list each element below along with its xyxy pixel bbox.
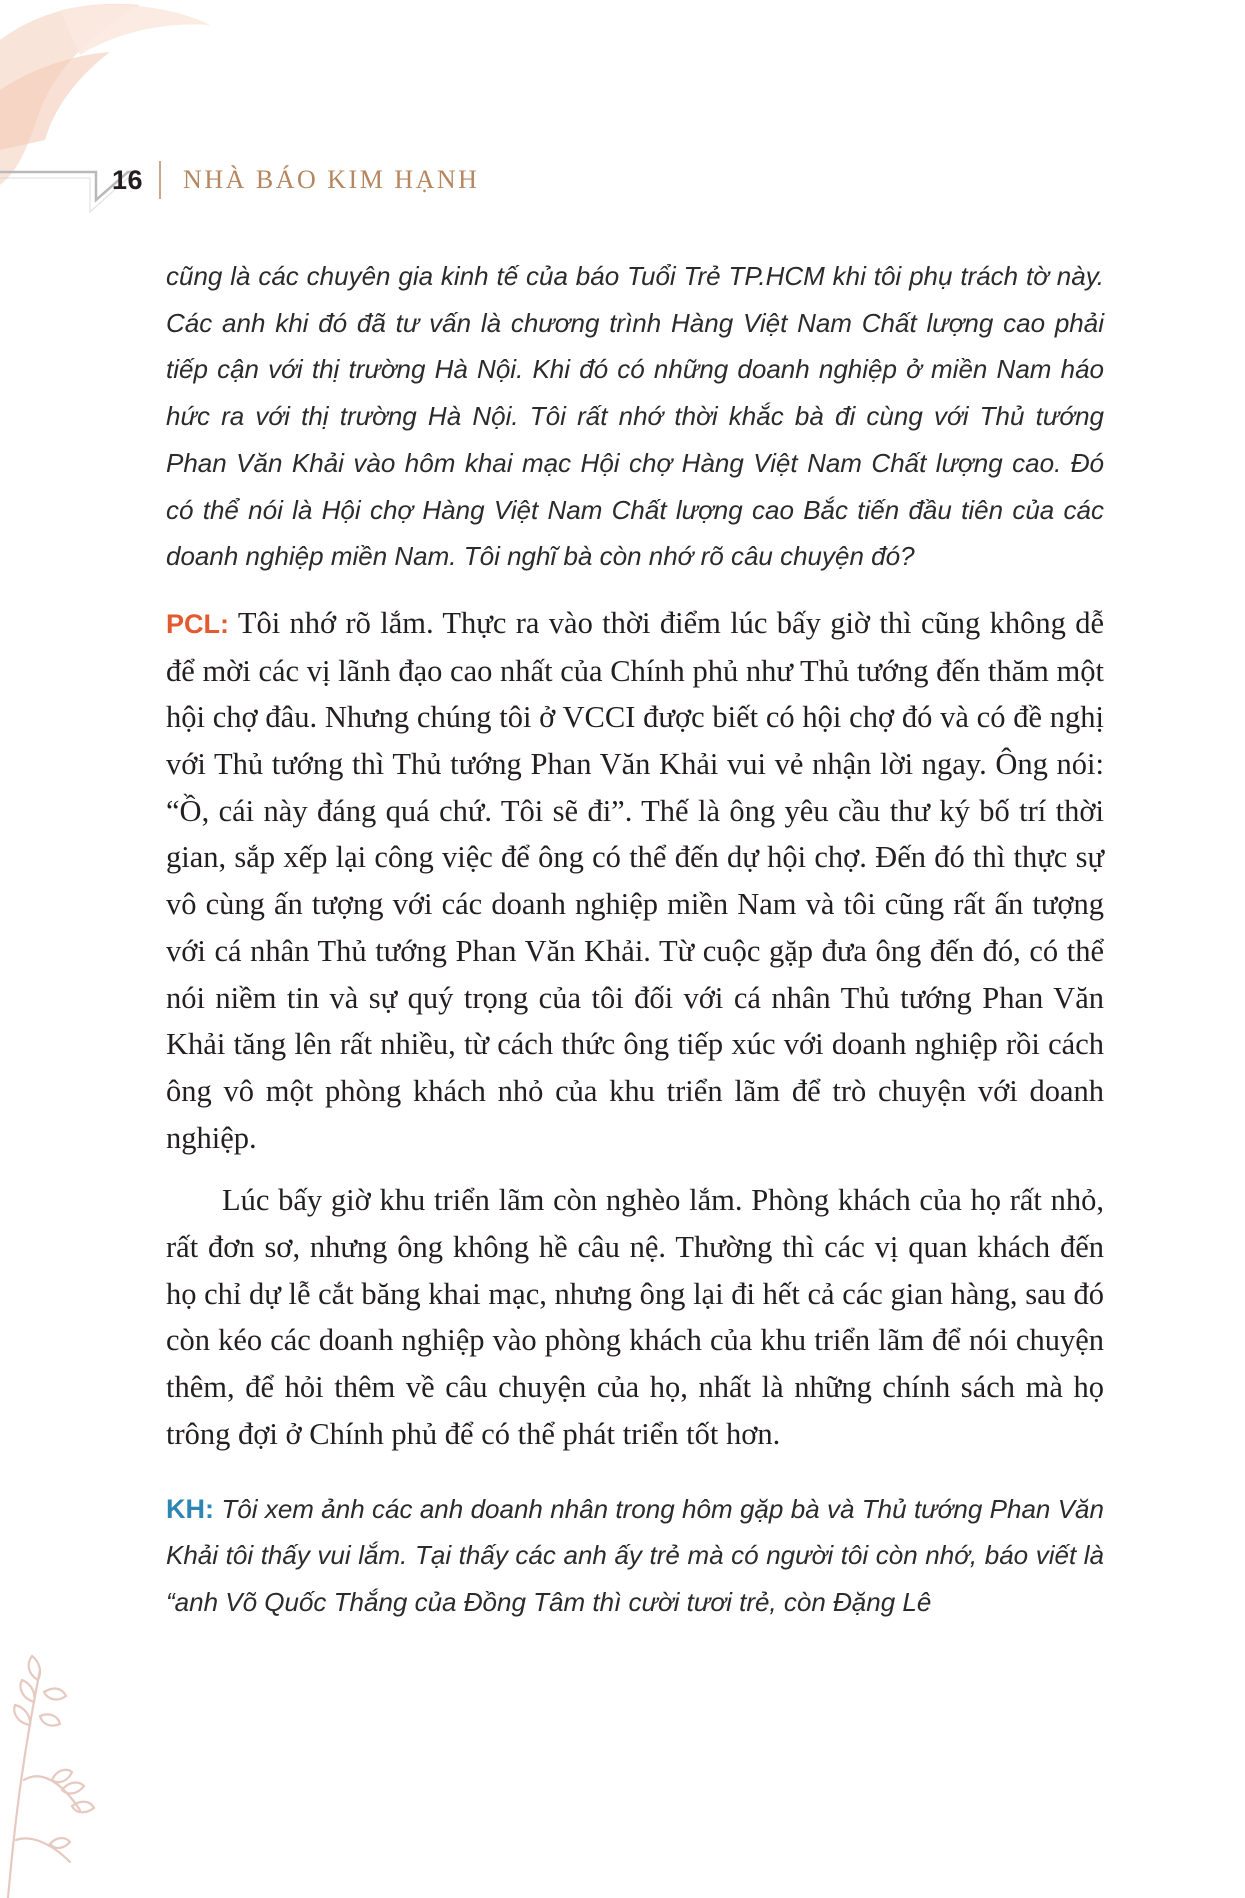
paragraph-kh-question <box>166 253 1104 580</box>
header-divider <box>159 161 161 199</box>
corner-swirl-decoration <box>0 0 360 260</box>
paragraph-text: Lúc bấy giờ khu triển lãm còn nghèo lắm. Phòng khách của họ rất nhỏ, rất đơn sơ, nhưng ông không hề câu nệ. Thường thì các vị quan khách đến họ chỉ dự lễ cắt băng khai mạc, nhưng ông lại đi hết cả các gian hàng, sau đó còn kéo các doanh nghiệp vào phòng khách của khu triển lãm để nói chuyện thêm, để hỏi thêm về câu chuyện của họ, nhất là những chính sách mà họ trông đợi ở Chính phủ để có thể phát triển tốt hơn. <box>166 1183 1104 1451</box>
paragraph-text: Tôi xem ảnh các anh doanh nhân trong hôm gặp bà và Thủ tướng Phan Văn Khải tôi thấy vui lắm. Tại thấy các anh ấy trẻ mà có người tôi còn nhớ, báo viết là “anh Võ Quốc Thắng của Đồng Tâm thì cười tươi trẻ, còn Đặng Lê <box>166 1493 1104 1617</box>
running-head <box>112 162 479 198</box>
wheat-sprig-decoration <box>0 1630 110 1898</box>
paragraph-text: cũng là các chuyên gia kinh tế của báo Tuổi Trẻ TP.HCM khi tôi phụ trách tờ này. Các anh khi đó đã tư vấn là chương trình Hàng Việt Nam Chất lượng cao phải tiếp cận với thị trường Hà Nội. Khi đó có những doanh nghiệp ở miền Nam háo hức ra với thị trường Hà Nội. Tôi rất nhớ thời khắc bà đi cùng với Thủ tướng Phan Văn Khải vào hôm khai mạc Hội chợ Hàng Việt Nam Chất lượng cao. Đó có thể nói là Hội chợ Hàng Việt Nam Chất lượng cao Bắc tiến đầu tiên của các doanh nghiệp miền Nam. Tôi nghĩ bà còn nhớ rõ câu chuyện đó? <box>166 261 1104 572</box>
paragraph-text: Tôi nhớ rõ lắm. Thực ra vào thời điểm lúc bấy giờ thì cũng không dễ để mời các vị lãnh đạo cao nhất của Chính phủ như Thủ tướng đến thăm một hội chợ đâu. Nhưng chúng tôi ở VCCI được biết có hội chợ đó và có đề nghị với Thủ tướng thì Thủ tướng Phan Văn Khải vui vẻ nhận lời ngay. Ông nói: “Ồ, cái này đáng quá chứ. Tôi sẽ đi”. Thế là ông yêu cầu thư ký bố trí thời gian, sắp xếp lại công việc để ông có thể đến dự hội chợ. Đến đó thì thực sự vô cùng ấn tượng với các doanh nghiệp miền Nam và tôi cũng rất ấn tượng với cá nhân Thủ tướng Phan Văn Khải. Từ cuộc gặp đưa ông đến đó, có thể nói niềm tin và sự quý trọng của tôi đối với cá nhân Thủ tướng Phan Văn Khải tăng lên rất nhiều, từ cách thức ông tiếp xúc với doanh nghiệp rồi cách ông vô một phòng khách nhỏ của khu triển lãm để trò chuyện với doanh nghiệp. <box>166 605 1104 1155</box>
page-number: 16 <box>112 164 144 195</box>
speaker-label-kh: KH: <box>166 1493 214 1524</box>
speaker-label-pcl: PCL: <box>166 608 229 639</box>
paragraph-pcl-answer <box>166 600 1104 1161</box>
page-body <box>166 253 1104 1626</box>
running-title: NHÀ BÁO KIM HẠNH <box>183 165 480 194</box>
paragraph-pcl-continued <box>166 1177 1104 1457</box>
paragraph-kh-comment <box>166 1486 1104 1626</box>
